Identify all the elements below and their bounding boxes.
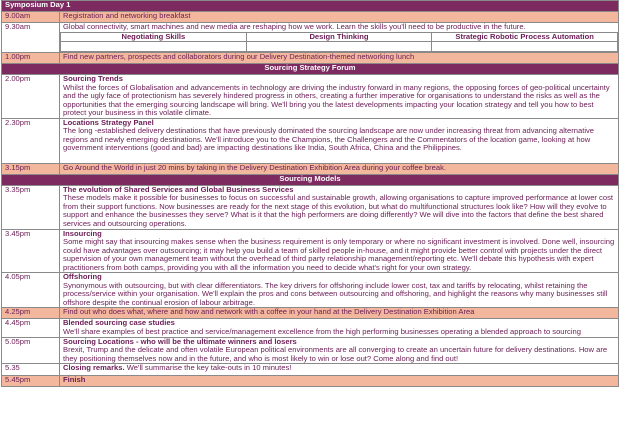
row-text: The long -established delivery destinations that have previously dominated the sourcing landscape are now under increasing threat from advancing alternative regions and newly emerging destinations. We'll introduce you to the Champions, the Challengers and the Commentators of the location game, looking at how government interventions (good and bad) are impacting destinations like India, South Africa, China and the Philippines. [63, 126, 595, 153]
agenda-row [2, 163, 619, 174]
day-title: Symposium Day 1 [2, 1, 619, 12]
row-title: Locations Strategy Panel [63, 118, 154, 127]
row-time: 4.25pm [2, 308, 60, 319]
row-title: Finish [63, 375, 86, 385]
tracks-table [60, 32, 618, 53]
agenda-row [2, 53, 619, 64]
row-time: 3.15pm [2, 163, 60, 174]
row-content [60, 118, 619, 163]
agenda-row [2, 319, 619, 337]
row-content [60, 376, 619, 387]
section-header-row [2, 64, 619, 75]
row-content [60, 337, 619, 364]
section-title-models: Sourcing Models [2, 174, 619, 185]
agenda-row [2, 75, 619, 119]
row-title: Sourcing Trends [63, 74, 123, 84]
row-time: 4.05pm [2, 273, 60, 308]
row-time: 1.00pm [2, 53, 60, 64]
row-text: Synonymous with outsourcing, but with clear differentiators. The key drivers for offshoring include lower cost, tax and tariffs by relocating, whilst retaining the process/service within your organisation. We'll explain the pros and cons between outsourcing and offshoring, and highlight the reasons why many businesses still offshore despite the continual erosion of labour arbitrage. [63, 280, 608, 307]
row-text: Brexit, Trump and the delicate and often volatile European political environments are all converging to create an uncertain future for delivery destinations. How are they positioning themselves now and in the future, and who is most likely to win or lose out? Come along and find out! [63, 345, 608, 363]
agenda-row [2, 12, 619, 23]
agenda-row [2, 376, 619, 387]
row-title: Closing remarks. [63, 363, 125, 373]
track-negotiating-skills: Negotiating Skills [61, 32, 247, 42]
row-text: Some might say that insourcing makes sense when the business requirement is only temporary or where no significant investment is involved. Done well, insourcing could have advantages over outsourcing; it may help you build a team of skilled people in-house, and it might provide better control with projects under the direct supervision of your own management team without the overhead of third party relationship management/reporting etc. We'll debate this hypothesis with expert practitioners from both camps, providing you with all the information you need to decide what's right for your own strategy. [63, 237, 615, 272]
agenda-row [2, 118, 619, 163]
agenda-row [2, 364, 619, 376]
row-time: 3.35pm [2, 185, 60, 229]
agenda-row [2, 308, 619, 319]
track-design-thinking: Design Thinking [246, 32, 432, 42]
row-time: 5.45pm [2, 376, 60, 387]
row-content [60, 319, 619, 337]
agenda-row [2, 229, 619, 273]
row-content [60, 75, 619, 119]
agenda-row [2, 185, 619, 229]
row-title: Blended sourcing case studies [63, 318, 175, 328]
row-time: 2.00pm [2, 75, 60, 119]
row-text: Go Around the World in just 20 mins by taking in the Delivery Destination Exhibition Area during your coffee break. [60, 163, 619, 174]
row-text: Registration and networking breakfast [60, 12, 619, 23]
row-text: We'll summarise the key take-outs in 10 minutes! [124, 363, 292, 373]
track-rpa: Strategic Robotic Process Automation [432, 32, 618, 42]
row-text: Find out who does what, where and how and network with a coffee in your hand at the Delivery Destination Exhibition Area [60, 308, 619, 319]
row-time: 3.45pm [2, 229, 60, 273]
row-content [60, 185, 619, 229]
row-content [60, 229, 619, 273]
row-time: 9.00am [2, 12, 60, 23]
section-title-forum: Sourcing Strategy Forum [2, 64, 619, 75]
row-text: Global connectivity, smart machines and new media are reshaping how we work. Learn the skills you'll need to be productive in the future. [63, 22, 526, 31]
row-text: We'll share examples of best practice and service/management excellence from the high performing businesses operating a blended approach to sourcing [63, 327, 581, 337]
row-title: Sourcing Locations - who will be the ultimate winners and losers [63, 337, 297, 346]
row-title: Offshoring [63, 272, 102, 282]
section-header-row [2, 174, 619, 185]
row-text: These models make it possible for businesses to focus on successful and sustainable growth, allowing organisations to capture improved performance at lower cost from their support functions. Now businesses are ready for the next stage of this evolution, but what do multifunctional structures look like? How will they evolve to support and enhance the businesses they serve? What is it that the high performers are doing differently? We will dive into the factors that define the best shared services and outsourcing operations. [63, 193, 613, 229]
day-header-row [2, 1, 619, 12]
row-content [60, 364, 619, 376]
row-time: 5.35 [2, 364, 60, 376]
row-text: Whilst the forces of Globalisation and advancements in technology are driving the industry forward in many regions, the opposing forces of geo-political uncertainty and the ugly face of protectionism has severely hindered progress in others, creating a further imperative for organisations to understand the risks as well as the opportunities that the emerging sourcing landscape will bring. We'll bring you the latest developments impacting your location strategy and tell you how to best protect your business in this volatile climate. [63, 82, 610, 118]
agenda-table [1, 0, 619, 387]
row-time: 4.45pm [2, 319, 60, 337]
agenda-row [2, 273, 619, 308]
agenda-row [2, 23, 619, 53]
row-time: 2.30pm [2, 118, 60, 163]
row-title: The evolution of Shared Services and Global Business Services [63, 185, 294, 194]
row-content [60, 23, 619, 53]
row-time: 9.30am [2, 23, 60, 53]
row-text: Find new partners, prospects and collaborators during our Delivery Destination-themed networking lunch [60, 53, 619, 64]
row-title: Insourcing [63, 229, 102, 238]
row-content [60, 273, 619, 308]
row-time: 5.05pm [2, 337, 60, 364]
agenda-row [2, 337, 619, 364]
